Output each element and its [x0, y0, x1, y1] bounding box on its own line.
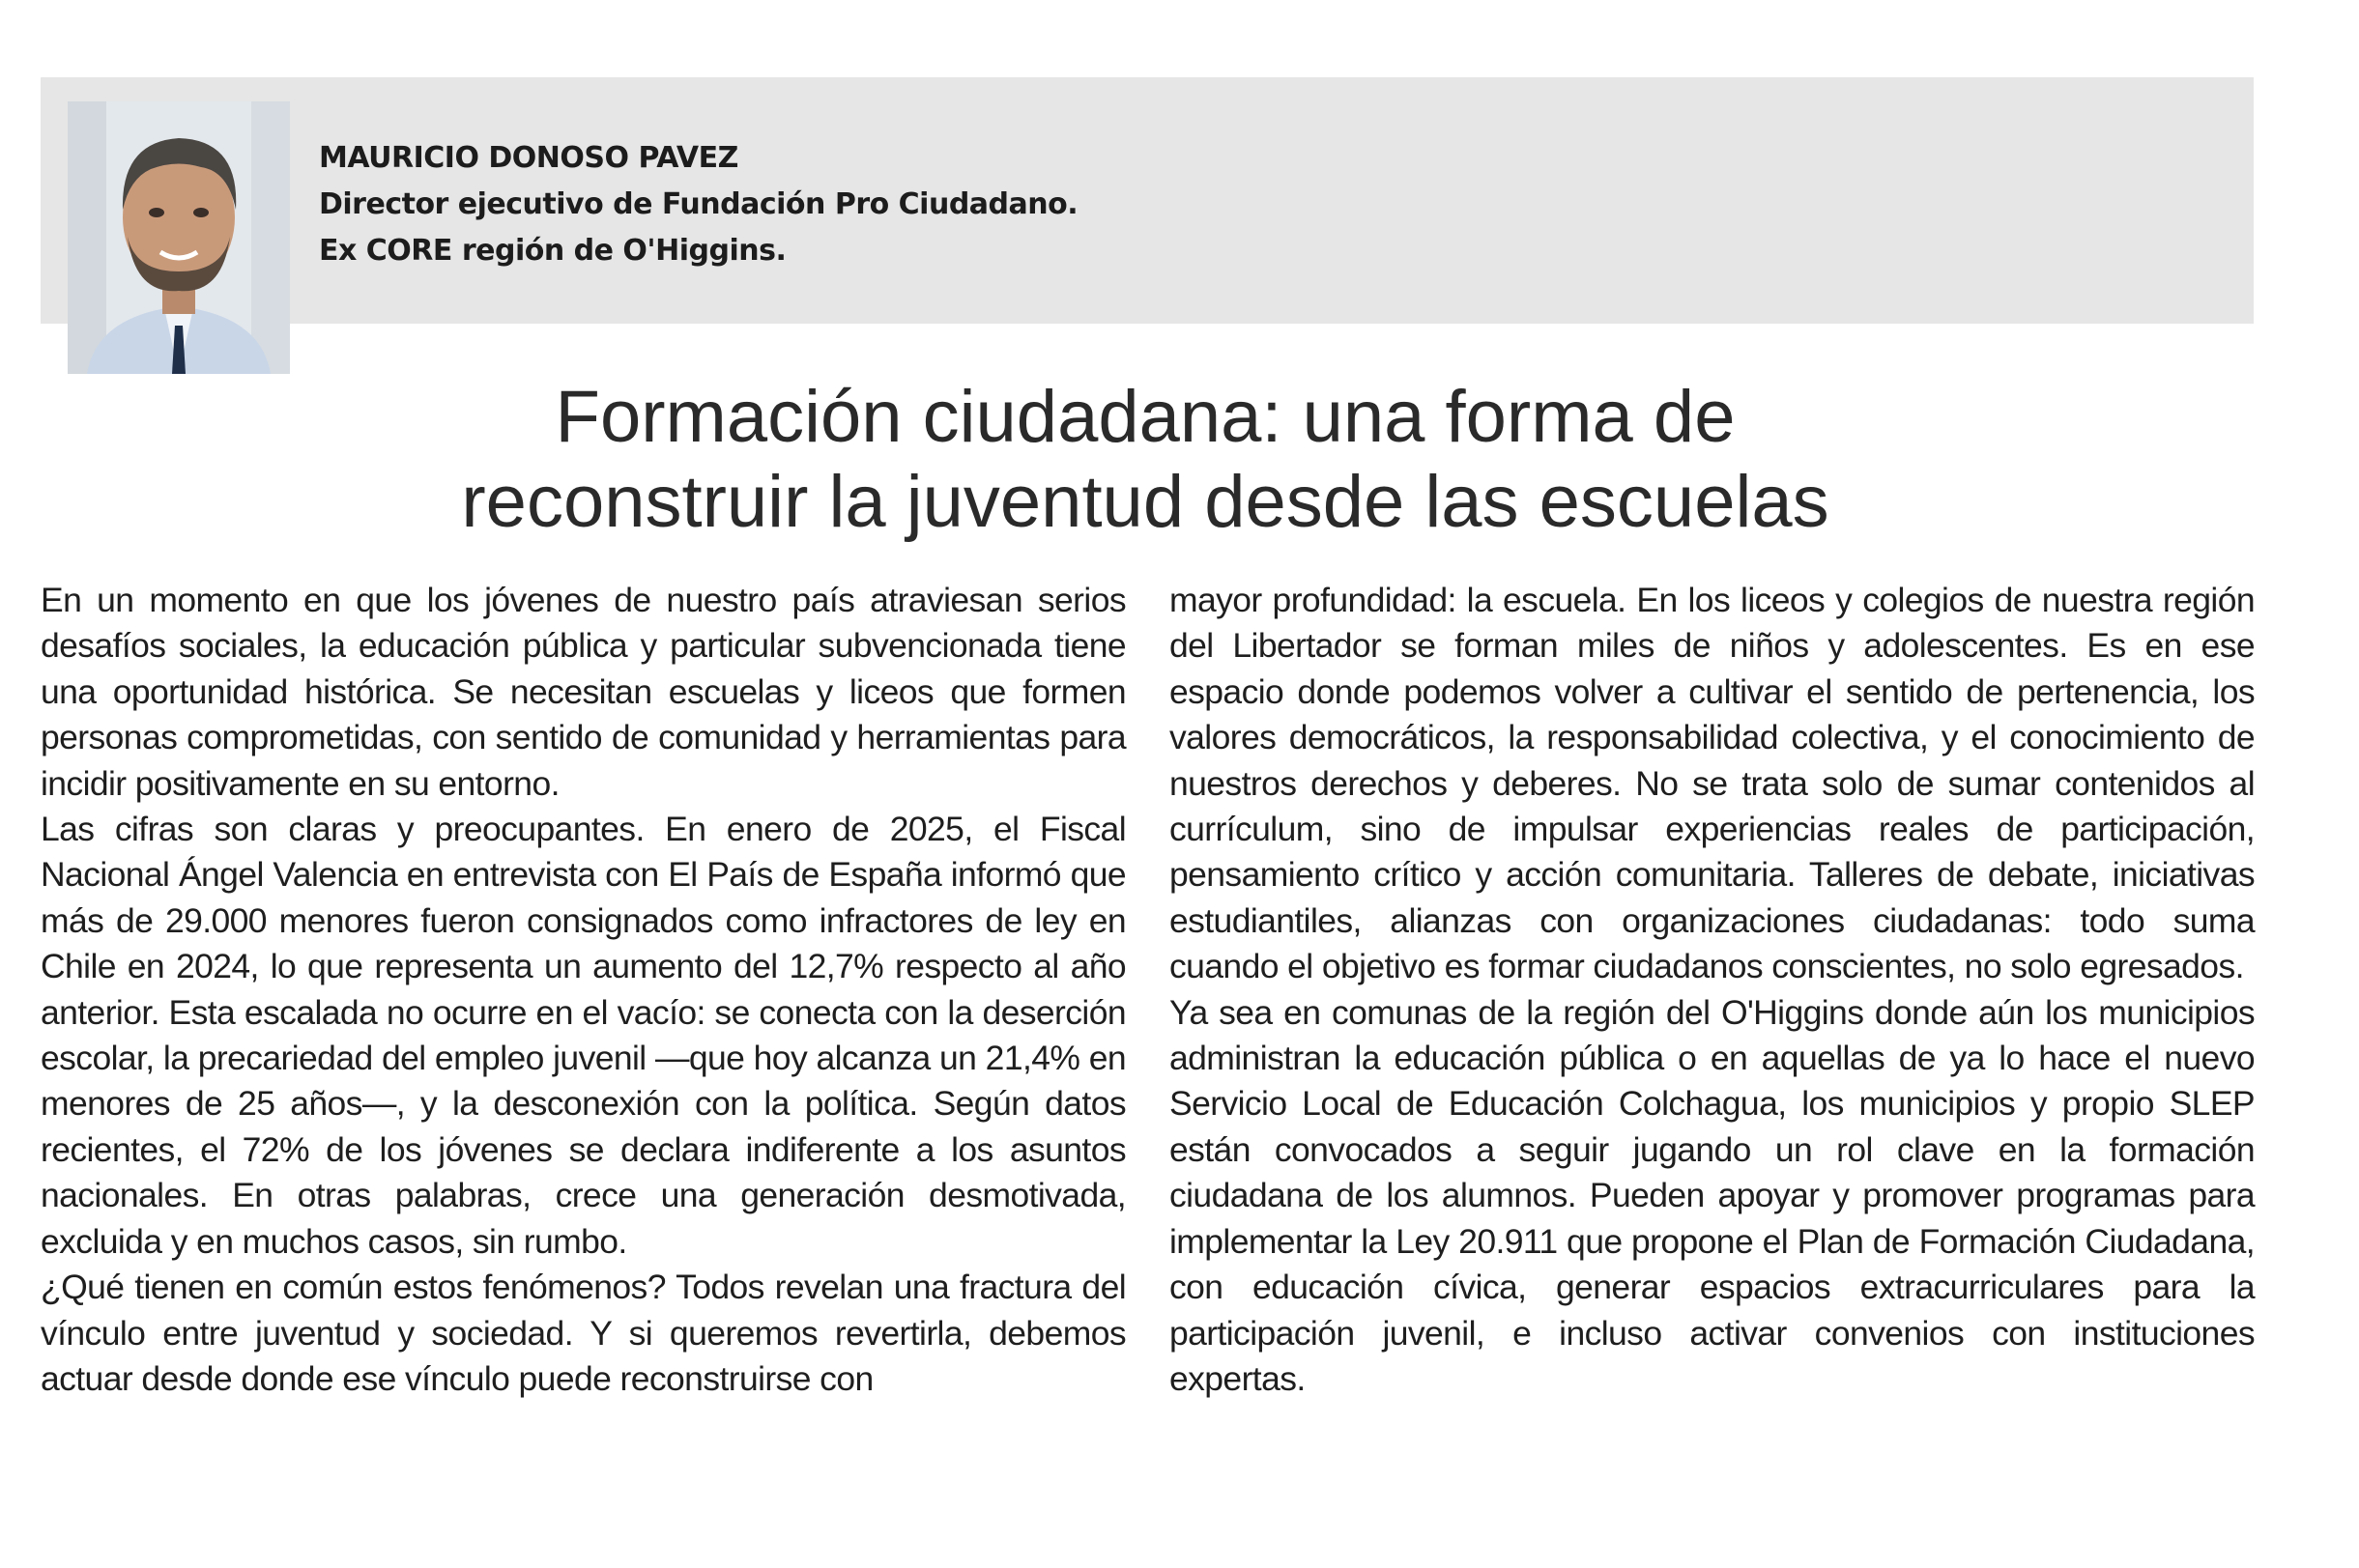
author-name: MAURICIO DONOSO PAVEZ	[319, 141, 738, 175]
article-title	[0, 375, 2290, 545]
article-title-line-1: Formación ciudadana: una forma de	[555, 376, 1736, 458]
author-role-line-1: Director ejecutivo de Fundación Pro Ciudadano.	[319, 187, 1079, 221]
paragraph: mayor profundidad: la escuela. En los liceos y colegios de nuestra región del Libertador se forman miles de niños y adolescentes. Es en ese espacio donde podemos volver a cultivar el sentido de pertenencia, los valores democráticos, la responsabilidad colectiva, y el conocimiento de nuestros derechos y deberes. No se trata solo de sumar contenidos al currículum, sino de impulsar experiencias reales de participación, pensamiento crítico y acción comunitaria. Talleres de debate, iniciativas estudiantiles, alianzas con organizaciones ciudadanas: todo suma cuando el objetivo es formar ciudadanos conscientes, no solo egresados.	[1169, 581, 2255, 986]
paragraph: ¿Qué tienen en común estos fenómenos? Todos revelan una fractura del vínculo entre juventud y sociedad. Y si queremos revertirla, debemos actuar desde donde ese vínculo puede reconstruirse con	[41, 1268, 1126, 1398]
article-column-right	[1169, 578, 2255, 1402]
paragraph: En un momento en que los jóvenes de nuestro país atraviesan serios desafíos sociales, la educación pública y particular subvencionada tiene una oportunidad histórica. Se necesitan escuelas y liceos que formen personas comprometidas, con sentido de comunidad y herramientas para incidir positivamente en su entorno.	[41, 581, 1126, 803]
author-role-line-2: Ex CORE región de O'Higgins.	[319, 234, 787, 268]
author-photo	[68, 101, 290, 374]
author-info	[319, 135, 1078, 274]
article-column-left	[41, 578, 1126, 1402]
paragraph: Ya sea en comunas de la región del O'Higgins donde aún los municipios administran la educación pública o en aquellas de ya lo hace el nuevo Servicio Local de Educación Colchagua, los municipios y propio SLEP están convocados a seguir jugando un rol clave en la formación ciudadana de los alumnos. Pueden apoyar y promover programas para implementar la Ley 20.911 que propone el Plan de Formación Ciudadana, con educación cívica, generar espacios extracurriculares para la participación juvenil, e incluso activar convenios con instituciones expertas.	[1169, 992, 2255, 1398]
paragraph: Las cifras son claras y preocupantes. En enero de 2025, el Fiscal Nacional Ángel Valencia en entrevista con El País de España informó que más de 29.000 menores fueron consignados como infractores de ley en Chile en 2024, lo que representa un aumento del 12,7% respecto al año anterior. Esta escalada no ocurre en el vacío: se conecta con la deserción escolar, la precariedad del empleo juvenil —que hoy alcanza un 21,4% en menores de 25 años—, y la desconexión con la política. Según datos recientes, el 72% de los jóvenes se declara indiferente a los asuntos nacionales. En otras palabras, crece una generación desmotivada, excluida y en muchos casos, sin rumbo.	[41, 810, 1126, 1261]
article-title-line-2: reconstruir la juventud desde las escuelas	[461, 461, 1829, 543]
author-portrait-image	[68, 101, 290, 374]
